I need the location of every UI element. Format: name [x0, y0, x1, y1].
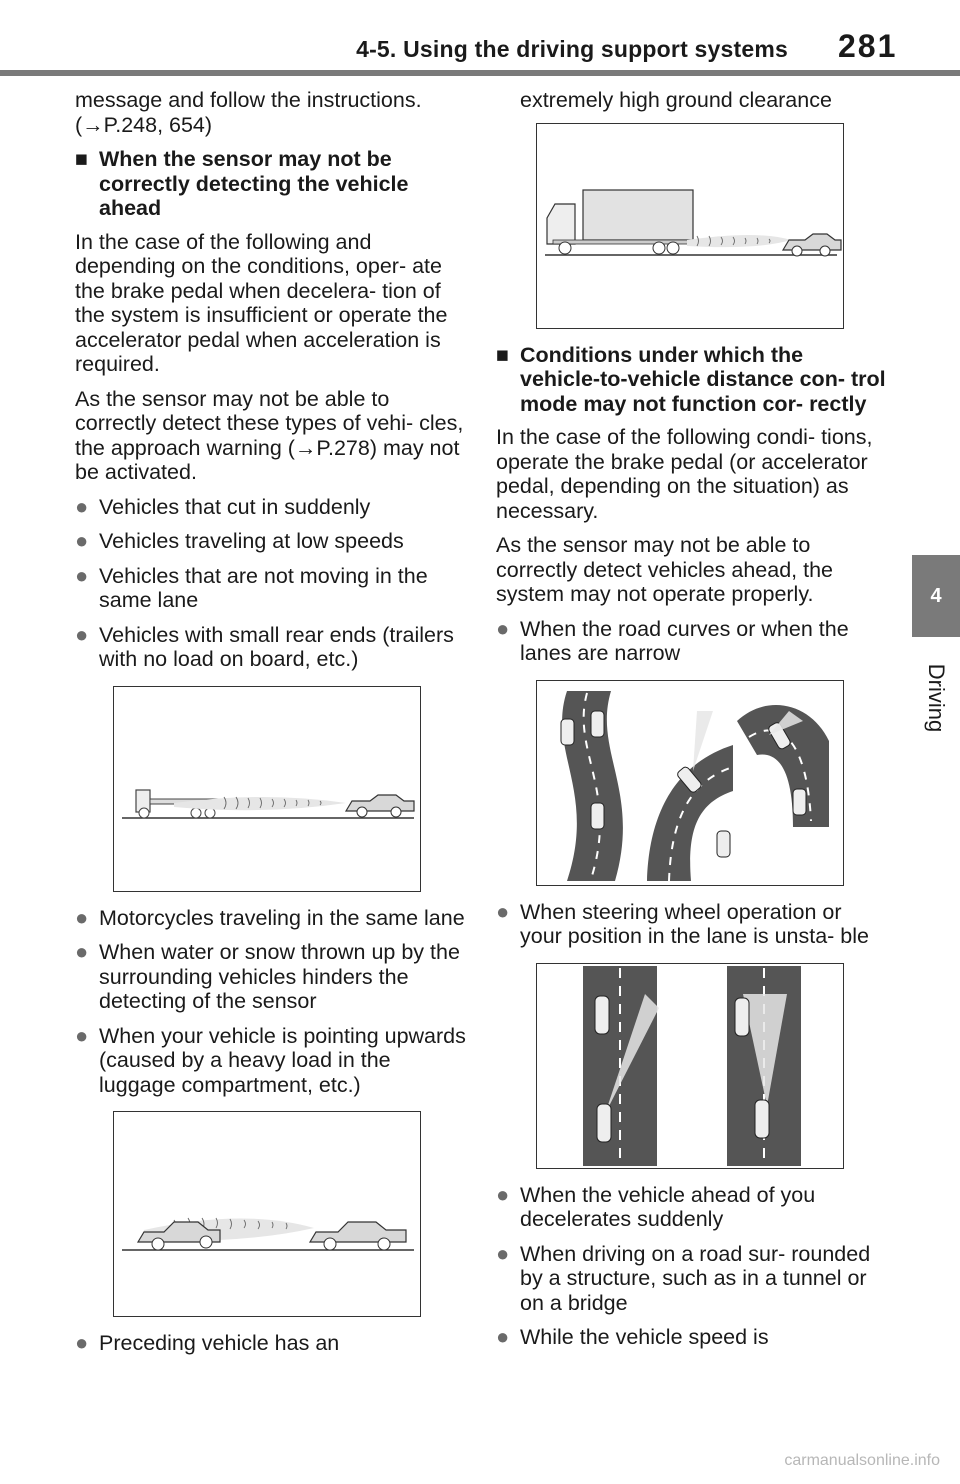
watermark: carmanualsonline.info	[784, 1452, 940, 1469]
illustration-high-clearance	[536, 123, 844, 329]
bullet-dot-icon: ●	[75, 562, 89, 588]
bullet-dot-icon: ●	[75, 1022, 89, 1048]
trailer-illustration-icon	[114, 687, 420, 891]
list-item: ● Vehicles traveling at low speeds	[75, 528, 404, 553]
bullet-dot-icon: ●	[496, 615, 510, 641]
list-item: ● When driving on a road sur- rounded by a structure, such as in a tunnel or on a bridge	[496, 1240, 871, 1315]
list-item: ● When the road curves or when the lanes are narrow	[496, 615, 849, 665]
bullet-dot-icon: ●	[496, 1240, 510, 1266]
bullet-dot-icon: ●	[496, 1181, 510, 1207]
list-item: ● When steering wheel operation or your position in the lane is unsta- ble	[496, 898, 869, 948]
list-item: ● When your vehicle is pointing upwards (caused by a heavy load in the luggage compartment, etc.)	[75, 1022, 466, 1097]
bullet-dot-icon: ●	[75, 904, 89, 930]
chapter-label	[912, 640, 960, 760]
right-column	[496, 88, 888, 1360]
continuation-text: extremely high ground clearance	[520, 88, 832, 112]
illustration-unstable-position	[536, 963, 844, 1169]
chapter-number: 4	[930, 584, 942, 607]
illustration-trailer	[113, 686, 421, 892]
list-item: ● When the vehicle ahead of you decelerates suddenly	[496, 1181, 816, 1231]
bullet-dot-icon: ●	[75, 939, 89, 964]
heading-sensor-not-detecting	[75, 147, 467, 221]
curved-road-illustration-icon	[537, 681, 843, 885]
bullet-dot-icon: ●	[75, 493, 89, 519]
bullet-dot-icon: ●	[75, 1330, 89, 1355]
list-item: ● Vehicles with small rear ends (trailers with no load on board, etc.)	[75, 621, 454, 671]
header-rule	[0, 70, 960, 76]
square-bullet-icon: ■	[496, 342, 509, 367]
paragraph-operate-pedal: In the case of the following condi- tions, operate the brake pedal (or accelerator pedal, depending on the situation) as necessary.	[496, 425, 873, 523]
bullet-dot-icon: ●	[496, 898, 510, 924]
chapter-tab[interactable]	[912, 555, 960, 637]
list-item: ● While the vehicle speed is	[496, 1324, 769, 1349]
illustration-curves	[536, 680, 844, 886]
heading-distance-control	[496, 343, 888, 417]
intro-paragraph: message and follow the instructions. (→P.248, 654)	[75, 88, 422, 137]
paragraph-conditions: In the case of the following and depending on the conditions, oper- ate the brake pedal when decelera- tion of the system is insufficient or operate the accelerator pedal when acceleration is required.	[75, 229, 448, 376]
paragraph-approach-warning: As the sensor may not be able to correctly detect these types of vehi- cles, the approach warning (→P.278) may not be activated.	[75, 386, 464, 484]
heading-text: Conditions under which the vehicle-to-vehicle distance con- trol mode may not function cor- rectly	[520, 342, 886, 416]
truck-illustration-icon	[537, 124, 843, 328]
upward-vehicle-illustration-icon	[114, 1112, 420, 1316]
paragraph-not-operate: As the sensor may not be able to correctly detect vehicles ahead, the system may not operate properly.	[496, 533, 834, 606]
illustration-pointing-upwards	[113, 1111, 421, 1317]
left-column	[75, 88, 467, 1366]
heading-text: When the sensor may not be correctly detecting the vehicle ahead	[99, 147, 409, 220]
unstable-lane-illustration-icon	[537, 964, 843, 1168]
page-number: 281	[838, 28, 898, 64]
chapter-label-text: Driving	[924, 663, 949, 733]
bullet-dot-icon: ●	[75, 528, 89, 553]
list-item: ● Preceding vehicle has an	[75, 1330, 340, 1355]
bullet-dot-icon: ●	[75, 621, 89, 647]
section-title: 4-5. Using the driving support systems	[356, 36, 788, 62]
list-item: ● Motorcycles traveling in the same lane	[75, 904, 465, 930]
list-item: ● When water or snow thrown up by the surrounding vehicles hinders the detecting of the sensor	[75, 939, 460, 1013]
bullet-dot-icon: ●	[496, 1324, 510, 1349]
square-bullet-icon: ■	[75, 147, 88, 171]
list-item: ● Vehicles that cut in suddenly	[75, 493, 371, 519]
list-item: ● Vehicles that are not moving in the same lane	[75, 562, 428, 612]
